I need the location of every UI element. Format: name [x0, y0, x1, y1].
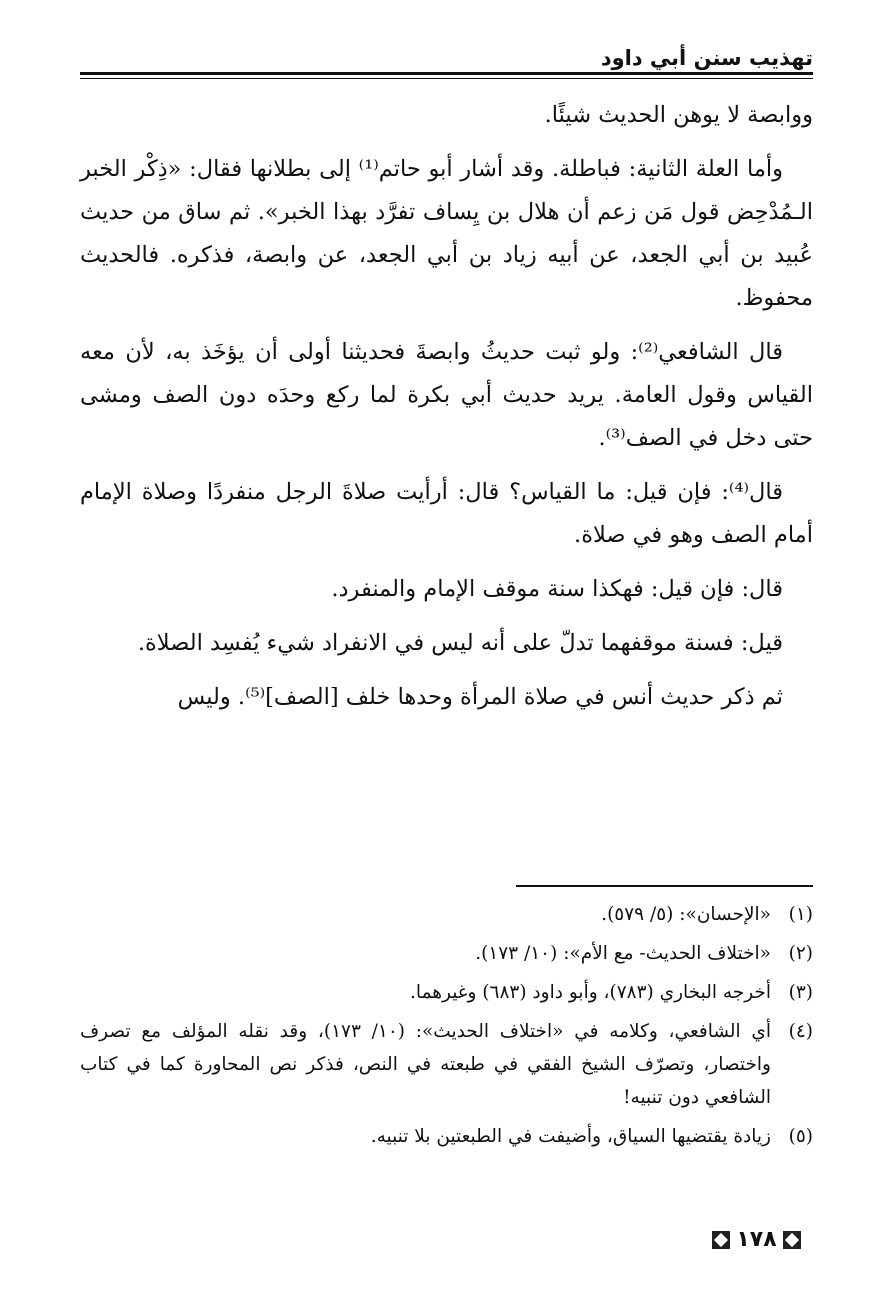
footnote [80, 1015, 813, 1114]
header-rule-thin [80, 78, 813, 79]
paragraph: قال الشافعي⁽²⁾: ولو ثبت حديثُ وابصةَ فحديثنا أولى أن يؤخَذ به، لأن معه القياس وقول العامة. يريد حديث أبي بكرة لما ركع وحدَه دون الصف ومشى حتى دخل في الصف⁽³⁾. [80, 339, 813, 451]
footnote-number: (٣) [788, 982, 813, 1003]
ornament-icon [783, 1231, 801, 1249]
footnote-number: (١) [788, 904, 813, 925]
footnote-text: زيادة يقتضيها السياق، وأضيفت في الطبعتين بلا تنبيه. [370, 1126, 771, 1147]
footnote [80, 937, 813, 970]
main-text [80, 94, 813, 730]
footnote [80, 976, 813, 1009]
footnote [80, 1120, 813, 1153]
paragraph: قيل: فسنة موقفهما تدلّ على أنه ليس في الانفراد شيء يُفسِد الصلاة. [137, 630, 783, 656]
footnote-number: (٥) [788, 1126, 813, 1147]
ornament-icon [712, 1231, 730, 1249]
footnote-text: «الإحسان»: (٥/ ٥٧٩). [601, 904, 771, 925]
footnotes [80, 898, 813, 1159]
paragraph: ووابصة لا يوهن الحديث شيئًا. [544, 102, 813, 128]
page-number: ١٧٨ [736, 1227, 777, 1252]
footnote [80, 898, 813, 931]
footnote-separator [516, 885, 813, 887]
paragraph: قال: فإن قيل: فهكذا سنة موقف الإمام والمنفرد. [331, 576, 783, 602]
running-title: تهذيب سنن أبي داود [600, 46, 813, 70]
paragraph: وأما العلة الثانية: فباطلة. وقد أشار أبو حاتم⁽¹⁾ إلى بطلانها فقال: «ذِكْر الخبر الـمُدْحِض قول مَن زعم أن هلال بن يِساف تفرَّد بهذا الخبر». ثم ساق من حديث عُبيد بن أبي الجعد، عن أبيه زياد بن أبي الجعد، عن وابصة، فذكره. فالحديث محفوظ. [80, 156, 813, 311]
header-rule-thick [80, 72, 813, 75]
footnote-text: أخرجه البخاري (٧٨٣)، وأبو داود (٦٨٣) وغيرهما. [410, 982, 771, 1003]
paragraph: ثم ذكر حديث أنس في صلاة المرأة وحدها خلف [الصف]⁽⁵⁾. وليس [177, 684, 783, 710]
footnote-number: (٢) [788, 943, 813, 964]
page-header [80, 46, 813, 86]
footnote-number: (٤) [788, 1021, 813, 1042]
paragraph: قال⁽⁴⁾: فإن قيل: ما القياس؟ قال: أرأيت صلاةَ الرجل منفردًا وصلاة الإمام أمام الصف وهو في صلاة. [80, 479, 813, 548]
page-folio [700, 1225, 813, 1255]
footnote-text: «اختلاف الحديث- مع الأم»: (١٠/ ١٧٣). [475, 943, 771, 964]
footnote-text: أي الشافعي، وكلامه في «اختلاف الحديث»: (١٠/ ١٧٣)، وقد نقله المؤلف مع تصرف واختصار، وتصرّف الشيخ الفقي في طبعته في النص، فذكر نص المحاورة كما في كتاب الشافعي دون تنبيه! [80, 1021, 771, 1108]
